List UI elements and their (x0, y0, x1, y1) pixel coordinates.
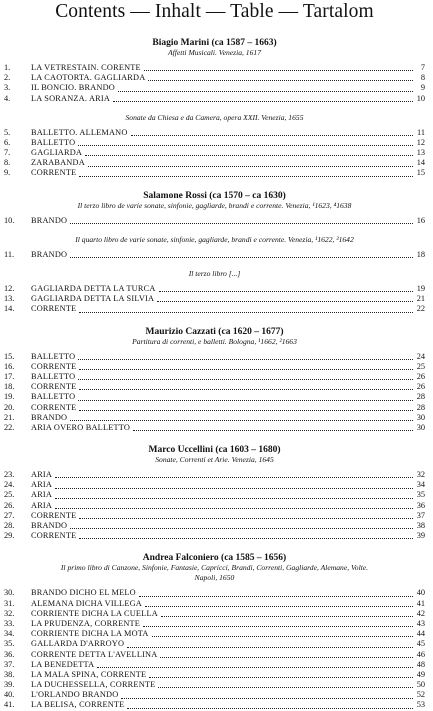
composer-heading: Marco Uccellini (ca 1603 – 1680) (148, 445, 281, 456)
toc-entry (4, 511, 425, 521)
dot-leader (79, 363, 413, 370)
toc-entry (4, 680, 425, 690)
entry-page: 39 (416, 531, 425, 541)
entry-number: 31. (4, 598, 15, 608)
dot-leader (159, 285, 413, 292)
entry-title: ARIA (31, 480, 53, 490)
dot-leader (131, 129, 413, 136)
entry-title: LA MALA SPINA, CORRENTE (31, 669, 147, 679)
source-note: Sonate da Chiesa e da Camera, opera XXII. Venezia, 1655 (125, 112, 304, 122)
entry-page: 30 (416, 412, 425, 422)
composer-heading: Salamone Rossi (ca 1570 – ca 1630) (143, 190, 286, 201)
toc-entry (4, 588, 425, 598)
entry-title: ZARABANDA (31, 158, 85, 168)
entry-title: CORRENTE (31, 361, 77, 371)
entry-number: 6. (4, 137, 11, 147)
dot-leader (78, 139, 413, 146)
entry-page: 11 (417, 127, 425, 137)
entry-number: 30. (4, 588, 15, 598)
entry-title: LA CAOTORTA. GAGLIARDA (31, 73, 146, 83)
entry-page: 22 (416, 304, 425, 314)
entry-page: 40 (416, 588, 425, 598)
toc-entry (4, 83, 425, 93)
entry-page: 49 (416, 669, 425, 679)
entry-page: 26 (416, 371, 425, 381)
entry-page: 10 (416, 93, 425, 103)
entry-number: 10. (4, 215, 15, 225)
entry-number: 20. (4, 402, 15, 412)
dot-leader (143, 620, 413, 627)
entry-number: 28. (4, 521, 15, 531)
entry-title: CORRENTE (31, 531, 77, 541)
entry-title: CORRENTE (31, 168, 77, 178)
entry-title: IL BONCIO. BRANDO (31, 83, 115, 93)
toc-entry (4, 392, 425, 402)
entry-number: 1. (4, 62, 11, 72)
group-gap (4, 260, 425, 269)
dot-leader (127, 702, 413, 709)
toc-entry (4, 63, 425, 73)
entry-title: GAGLIARDA DETTA LA TURCA (31, 284, 156, 294)
source-note: Sonate, Correnti et Arie. Venezia, 1645 (155, 455, 274, 465)
entry-number: 32. (4, 608, 15, 618)
entry-page: 16 (416, 215, 425, 225)
toc-entry (4, 138, 425, 148)
entry-page: 9 (420, 83, 425, 93)
dot-leader (79, 383, 413, 390)
entry-title: LA BENEDETTA (31, 659, 95, 669)
dot-leader (55, 471, 413, 478)
entry-number: 22. (4, 422, 15, 432)
dot-leader (152, 630, 413, 637)
entry-title: BRANDO DICHO EL MELO (31, 588, 136, 598)
toc-entry (4, 169, 425, 179)
entry-title: CORRENTE (31, 304, 77, 314)
entry-page: 28 (416, 392, 425, 402)
entry-page: 21 (416, 294, 425, 304)
entry-number: 14. (4, 304, 15, 314)
entry-title: BRANDO (31, 412, 68, 422)
entry-number: 11. (4, 249, 15, 259)
toc-entry (4, 599, 425, 609)
toc-entry (4, 609, 425, 619)
entry-title: CORRENTE DETTA L'AVELLINA (31, 649, 158, 659)
toc-entry (4, 73, 425, 83)
toc-entry (4, 629, 425, 639)
source-note: Affetti Musicali. Venezia, 1617 (167, 48, 261, 57)
dot-leader (161, 610, 413, 617)
dot-leader (79, 532, 413, 539)
entry-title: GAGLIARDA (31, 148, 83, 158)
entry-page: 44 (416, 629, 425, 639)
toc-entry (4, 701, 425, 711)
entry-page: 38 (416, 521, 425, 531)
toc-entry (4, 216, 425, 226)
entry-page: 46 (416, 649, 425, 659)
entry-number: 27. (4, 510, 15, 520)
entry-title: LA DUCHESSELLA, CORRENTE (31, 680, 156, 690)
entry-page: 43 (416, 618, 425, 628)
entry-number: 17. (4, 371, 15, 381)
toc-entry (4, 304, 425, 314)
entry-title: ARIA (31, 470, 53, 480)
entry-number: 3. (4, 83, 11, 93)
toc-entry (4, 413, 425, 423)
entry-number: 2. (4, 73, 11, 83)
entry-page: 42 (416, 608, 425, 618)
entry-title: ARIA (31, 500, 53, 510)
entry-number: 19. (4, 392, 15, 402)
dot-leader (78, 373, 413, 380)
toc-entry (4, 521, 425, 531)
entry-number: 34. (4, 629, 15, 639)
entry-page: 15 (416, 168, 425, 178)
dot-leader (158, 681, 413, 688)
entry-title: ARIA OVERO BALLETTO (31, 422, 131, 432)
dot-leader (79, 306, 413, 313)
dot-leader (70, 217, 413, 224)
page-title: Contents — Inhalt — Table — Tartalom (55, 1, 374, 22)
entry-page: 36 (416, 500, 425, 510)
dot-leader (55, 502, 413, 509)
toc-entry (4, 372, 425, 382)
toc-entry (4, 128, 425, 138)
entry-title: LA PRUDENZA, CORRENTE (31, 618, 141, 628)
toc-entry (4, 619, 425, 629)
entry-number: 23. (4, 470, 15, 480)
entry-number: 8. (4, 158, 11, 168)
entry-page: 45 (416, 639, 425, 649)
entry-page: 24 (416, 351, 425, 361)
composer-heading: Andrea Falconiero (ca 1585 – 1656) (142, 553, 287, 564)
entry-title: ARIA (31, 490, 53, 500)
entry-number: 36. (4, 649, 15, 659)
entry-page: 37 (416, 510, 425, 520)
dot-leader (145, 600, 413, 607)
entry-title: BALLETTO (31, 392, 76, 402)
dot-leader (79, 170, 413, 177)
toc-entry (4, 294, 425, 304)
entry-title: LA BELISA, CORRENTE (31, 700, 125, 710)
entry-title: CORRENTE (31, 382, 77, 392)
dot-leader (78, 394, 413, 401)
entry-title: CORRENTE (31, 510, 77, 520)
entry-number: 40. (4, 690, 15, 700)
dot-leader (157, 295, 413, 302)
dot-leader (78, 353, 413, 360)
entry-title: BALLETTO. ALLEMANO (31, 127, 128, 137)
composer-heading: Maurizio Cazzati (ca 1620 – 1677) (145, 326, 284, 337)
entry-number: 24. (4, 480, 15, 490)
group-gap (4, 104, 425, 113)
dot-leader (149, 671, 413, 678)
dot-leader (55, 492, 413, 499)
toc-entry (4, 94, 425, 104)
toc-entry (4, 158, 425, 168)
entry-title: GALLARDA D'ARROYO (31, 639, 125, 649)
entry-number: 13. (4, 294, 15, 304)
dot-leader (148, 74, 413, 81)
dot-leader (127, 641, 413, 648)
entry-page: 19 (416, 284, 425, 294)
entry-page: 35 (416, 490, 425, 500)
entry-number: 7. (4, 148, 11, 158)
dot-leader (70, 522, 413, 529)
entry-page: 30 (416, 422, 425, 432)
entry-number: 26. (4, 500, 15, 510)
entry-number: 9. (4, 168, 11, 178)
entry-page: 50 (416, 680, 425, 690)
entry-title: CORRIENTE DICHA LA CUELLA (31, 608, 158, 618)
entry-page: 53 (416, 700, 425, 710)
dot-leader (113, 95, 413, 102)
entry-title: LA SORANZA. ARIA (31, 93, 111, 103)
entry-number: 25. (4, 490, 15, 500)
entry-page: 32 (416, 470, 425, 480)
entry-number: 41. (4, 700, 15, 710)
dot-leader (85, 149, 413, 156)
toc-entry (4, 382, 425, 392)
dot-leader (79, 404, 413, 411)
entry-number: 16. (4, 361, 15, 371)
dot-leader (139, 590, 413, 597)
dot-leader (88, 160, 413, 167)
dot-leader (133, 424, 413, 431)
toc-entry (4, 660, 425, 670)
entry-page: 12 (416, 137, 425, 147)
toc-entry (4, 250, 425, 260)
entry-number: 4. (4, 93, 11, 103)
toc-entry (4, 531, 425, 541)
section-gap (4, 179, 425, 191)
source-note: Il terzo libro de varie sonate, sinfonie, gagliarde, brandi e corrente. Venezia, ¹1623, ⁴1638 (77, 200, 352, 210)
toc-entry (4, 352, 425, 362)
entry-page: 18 (416, 249, 425, 259)
table-of-contents (4, 38, 425, 711)
entry-page: 34 (416, 480, 425, 490)
dot-leader (79, 512, 413, 519)
entry-title: BRANDO (31, 215, 68, 225)
entry-page: 25 (416, 361, 425, 371)
composer-heading: Biagio Marini (ca 1587 – 1663) (152, 38, 277, 48)
entry-page: 41 (416, 598, 425, 608)
toc-entry (4, 690, 425, 700)
section-gap (4, 541, 425, 553)
dot-leader (70, 414, 413, 421)
toc-entry (4, 639, 425, 649)
entry-page: 14 (416, 158, 425, 168)
toc-entry (4, 403, 425, 413)
entry-page: 52 (416, 690, 425, 700)
entry-number: 18. (4, 382, 15, 392)
entry-number: 38. (4, 669, 15, 679)
entry-title: BALLETTO (31, 351, 76, 361)
entry-number: 21. (4, 412, 15, 422)
toc-entry (4, 470, 425, 480)
entry-page: 8 (420, 73, 425, 83)
source-note: Il primo libro di Canzone, Sinfonie, Fantasie, Capricci, Brandi, Correnti, Gagliarde, Alemane, Volte. (60, 563, 369, 573)
entry-page: 26 (416, 382, 425, 392)
section-gap (4, 433, 425, 445)
entry-page: 28 (416, 402, 425, 412)
toc-entry (4, 148, 425, 158)
dot-leader (160, 651, 413, 658)
entry-title: GAGLIARDA DETTA LA SILVIA (31, 294, 155, 304)
entry-title: BALLETTO (31, 137, 76, 147)
dot-leader (55, 482, 413, 489)
entry-number: 33. (4, 618, 15, 628)
toc-entry (4, 480, 425, 490)
source-note: Partitura di correnti, e balletti. Bologna, ¹1662, ²1663 (132, 336, 297, 346)
source-note: Il terzo libro [...] (188, 269, 241, 279)
entry-title: LA VETRESTAIN. CORENTE (31, 62, 141, 72)
entry-title: CORRIENTE DICHA LA MOTA (31, 629, 149, 639)
entry-page: 7 (420, 62, 425, 72)
toc-entry (4, 362, 425, 372)
dot-leader (97, 661, 413, 668)
toc-entry (4, 423, 425, 433)
entry-number: 29. (4, 531, 15, 541)
group-gap (4, 226, 425, 235)
entry-title: BRANDO (31, 521, 68, 531)
dot-leader (118, 85, 413, 92)
toc-entry (4, 284, 425, 294)
entry-title: L'ORLANDO BRANDO (31, 690, 119, 700)
entry-title: CORRENTE (31, 402, 77, 412)
toc-entry (4, 650, 425, 660)
entry-number: 5. (4, 127, 11, 137)
section-gap (4, 315, 425, 327)
dot-leader (70, 251, 413, 258)
dot-leader (121, 692, 413, 699)
entry-page: 48 (416, 659, 425, 669)
entry-title: BRANDO (31, 249, 68, 259)
entry-number: 35. (4, 639, 15, 649)
toc-entry (4, 491, 425, 501)
dot-leader (144, 64, 413, 71)
entry-title: ALEMANA DICHA VILLEGA (31, 598, 142, 608)
source-note: Napoli, 1650 (194, 573, 235, 583)
entry-title: BALLETTO (31, 371, 76, 381)
entry-number: 12. (4, 284, 15, 294)
entry-number: 39. (4, 680, 15, 690)
entry-page: 13 (416, 148, 425, 158)
entry-number: 15. (4, 351, 15, 361)
toc-entry (4, 670, 425, 680)
toc-entry (4, 501, 425, 511)
entry-number: 37. (4, 659, 15, 669)
source-note: Il quarto libro de varie sonate, sinfonie, gagliarde, brandi e corrente. Venezia, ¹1622, ³1642 (75, 234, 354, 244)
